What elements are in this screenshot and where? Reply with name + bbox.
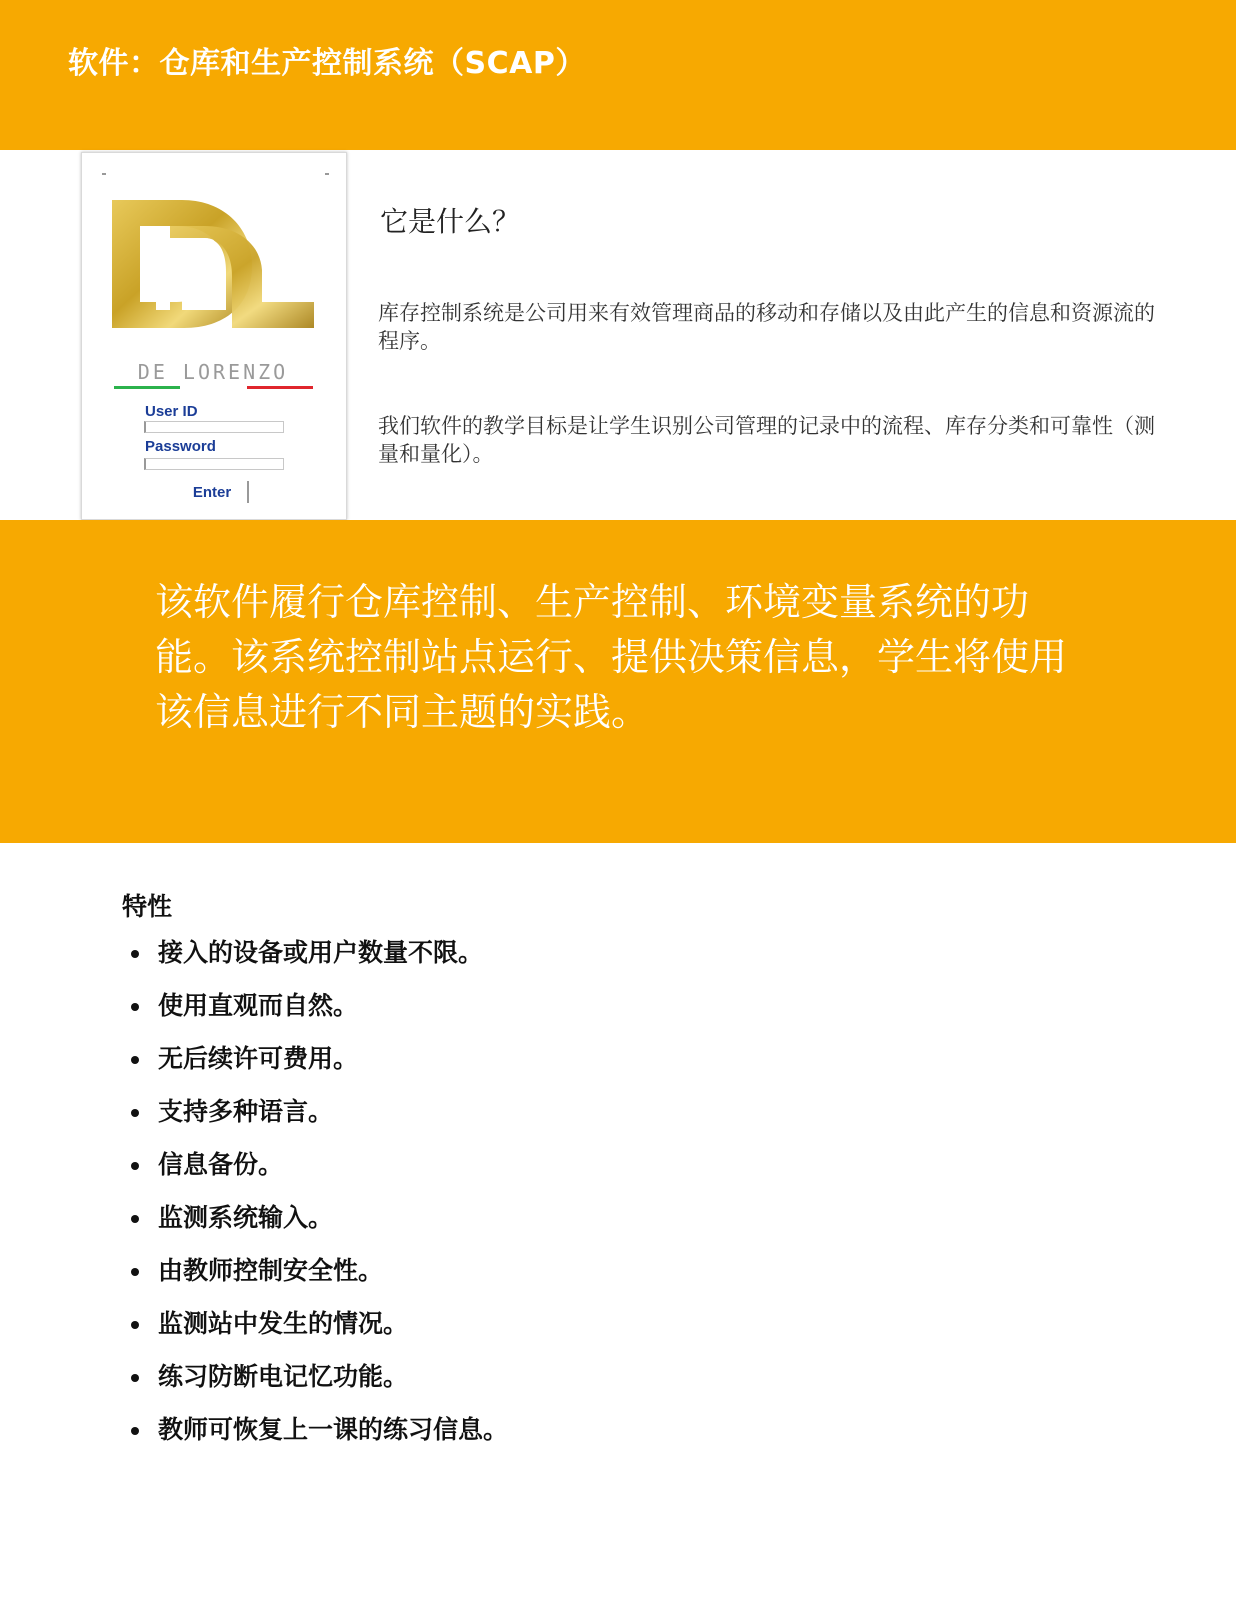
feature-text: 接入的设备或用户数量不限。 [158, 938, 484, 967]
feature-text: 教师可恢复上一课的练习信息。 [158, 1415, 509, 1444]
feature-text: 监测系统输入。 [158, 1203, 334, 1232]
window-corner-mark [325, 173, 329, 175]
feature-text: 练习防断电记忆功能。 [158, 1362, 409, 1391]
brand-stripe-green [114, 386, 180, 389]
de-lorenzo-logo-icon [112, 198, 314, 338]
feature-text: 支持多种语言。 [158, 1097, 334, 1126]
window-corner-mark [102, 173, 106, 175]
brand-name: DE LORENZO [137, 360, 289, 384]
intro-paragraph-1: 库存控制系统是公司用来有效管理商品的移动和存储以及由此产生的信息和资源流的程序。 [378, 301, 1155, 353]
intro-paragraph-2: 我们软件的教学目标是让学生识别公司管理的记录中的流程、库存分类和可靠性（测量和量化）。 [378, 414, 1155, 466]
list-item [128, 1309, 508, 1362]
bullet-icon [131, 1321, 139, 1329]
features-title: 特性 [122, 892, 173, 921]
highlight-text: 该软件履行仓库控制、生产控制、环境变量系统的功能。该系统控制站点运行、提供决策信息，学生将使用该信息进行不同主题的实践。 [155, 580, 1068, 734]
bullet-icon [131, 1056, 139, 1064]
features-list [128, 938, 508, 1468]
bullet-icon [131, 1374, 139, 1382]
feature-text: 无后续许可费用。 [158, 1044, 359, 1073]
bullet-icon [131, 1162, 139, 1170]
list-item [128, 1150, 508, 1203]
list-item [128, 1256, 508, 1309]
list-item [128, 1044, 508, 1097]
login-card-screenshot [81, 152, 347, 520]
bullet-icon [131, 1215, 139, 1223]
page-title: 软件：仓库和生产控制系统（SCAP） [68, 46, 586, 81]
enter-button[interactable]: Enter [177, 481, 249, 503]
feature-text: 监测站中发生的情况。 [158, 1309, 409, 1338]
bullet-icon [131, 1109, 139, 1117]
header-band [0, 0, 1236, 150]
bullet-icon [131, 1427, 139, 1435]
feature-text: 信息备份。 [158, 1150, 284, 1179]
list-item [128, 991, 508, 1044]
bullet-icon [131, 1003, 139, 1011]
brand-stripe-red [247, 386, 313, 389]
feature-text: 由教师控制安全性。 [158, 1256, 384, 1285]
user-id-input[interactable] [144, 421, 284, 433]
list-item [128, 1362, 508, 1415]
feature-text: 使用直观而自然。 [158, 991, 359, 1020]
list-item [128, 1097, 508, 1150]
bullet-icon [131, 950, 139, 958]
password-label: Password [145, 438, 216, 455]
list-item [128, 1415, 508, 1468]
user-id-label: User ID [145, 403, 198, 420]
bullet-icon [131, 1268, 139, 1276]
list-item [128, 938, 508, 991]
list-item [128, 1203, 508, 1256]
intro-heading: 它是什么？ [380, 205, 521, 238]
password-input[interactable] [144, 458, 284, 470]
